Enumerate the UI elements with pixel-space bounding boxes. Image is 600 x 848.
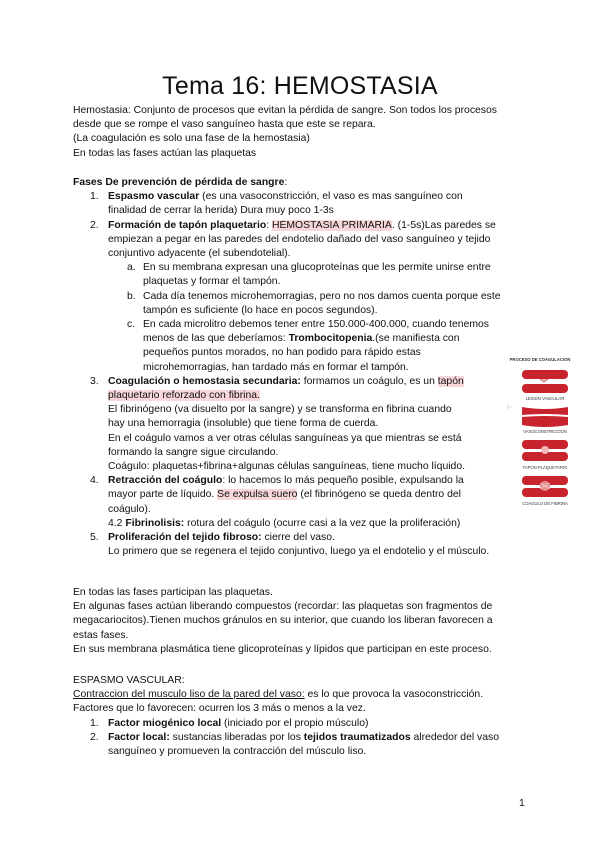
paragraph-line: En algunas fases actúan liberando compuestos (recordar: las plaquetas son fragmentos de [73, 601, 493, 613]
paragraph-line: En sus membrana plasmática tiene glicoproteínas y lípidos que participan en este proceso. [73, 643, 492, 655]
paragraph-line: Contraccion del musculo liso de la pared del vaso: es lo que provoca la vasoconstricción. [73, 689, 484, 701]
figure-title: PROCESO DE COAGULACION [509, 357, 571, 362]
vessel-platelet-plug [522, 440, 568, 461]
vessel-lesion [522, 370, 568, 393]
paragraph-line: En todas las fases participan las plaquetas. [73, 587, 273, 598]
figure-label: TAPON PLAQUETARIO [522, 465, 568, 470]
platelets-note: En todas las fases actúan las plaquetas [73, 147, 257, 159]
highlight: plaquetario reforzado con fibrina. [108, 390, 260, 402]
list-item: 2. Factor local: sustancias liberadas por los tejidos traumatizados alrededor del vaso sanguíneo y promueven la contracción del músculo liso. [90, 731, 499, 758]
paragraph-line: estas fases. [73, 629, 129, 641]
figure-label: LESION VASCULAR [525, 396, 565, 401]
list-item: b. Cada día tenemos microhemorragias, pero no nos damos cuenta porque este tampón es suficiente (lo hace en pocos segundos). [127, 290, 501, 316]
list-item: 2. Formación de tapón plaquetario: HEMOSTASIA PRIMARIA. (1-5s)Las paredes se empiezan a pegar en las paredes del endotelio dañado del vaso sanguíneo y tejido conjuntivo adyacente (el subendotelial). [90, 219, 496, 260]
list-item: a. En su membrana expresan una glucoproteínas que les permite unirse entre plaquetas y formar el tampón. [127, 262, 491, 288]
intro-section [73, 104, 528, 161]
coagulation-note: (La coagulación es solo una fase de la hemostasia) [73, 133, 310, 145]
section-heading: ESPASMO VASCULAR: [73, 675, 185, 686]
figure-label: VASOCONSTRICCION [523, 429, 567, 434]
figure-marker [508, 404, 512, 410]
factors-list [73, 717, 528, 760]
list-item: 5. Proliferación del tejido fibroso: cierre del vaso. Lo primero que se regenera el tejido conjuntivo, luego ya el endotelio y el músculo. [90, 532, 490, 558]
paragraph-line: Factores que lo favorecen: ocurren los 3 más o menos a la vez. [73, 703, 366, 715]
list-item: 1. Espasmo vascular (es una vasoconstricción, el vaso es mas sanguíneo con finalidad de cerrar la herida) Dura muy poco 1-3s [90, 191, 463, 217]
phases-list [73, 190, 528, 559]
page-title: Tema 16: HEMOSTASIA [162, 72, 438, 100]
highlight: Se expulsa suero [217, 489, 298, 501]
page-number: 1 [519, 798, 525, 809]
coagulation-process-figure [500, 354, 580, 514]
vascular-spasm-section [73, 674, 528, 759]
highlight: tapón [437, 375, 464, 387]
phases-section [73, 176, 528, 559]
phases-heading: Fases De prevención de pérdida de sangre: [73, 177, 288, 188]
list-item: 1. Factor miogénico local (iniciado por el propio músculo) [90, 717, 369, 729]
vessel-fibrin-clot [522, 476, 568, 497]
definition-line: Hemostasia: Conjunto de procesos que evitan la pérdida de sangre. Son todos los procesos [73, 105, 497, 116]
highlight: HEMOSTASIA PRIMARIA [271, 219, 392, 231]
definition-line: desde que se rompe el vaso sanguíneo hasta que este se repara. [73, 119, 376, 131]
figure-label: COAGULO DE FIBRINA [522, 501, 568, 506]
list-item: c. En cada microlitro debemos tener entre 150.000-400.000, cuando tenemos menos de las que deberíamos: Trombocitopenia.(se manifiesta con pequeños puntos morados, no han podido para rápido estas microhemorragias, han tardado más en formar el tampón. [127, 319, 489, 373]
vessel-vasoconstriction [522, 407, 568, 427]
list-item: 3. Coagulación o hemostasia secundaria: formamos un coágulo, es un tapón plaquetario reforzado con fibrina. El fibrinógeno (va disuelto por la sangre) y se transforma en fibrina cuando hay una hemorragia (insoluble) que tiene forma de cuerda. En el coágulo vamos a ver otras células sanguíneas ya que mientras se está formando la sangre sigue circulando. Coágulo: plaquetas+fibrina+algunas células sanguíneas, tiene mucho líquido. [90, 375, 465, 473]
platelets-section [73, 586, 528, 657]
list-item: 4. Retracción del coágulo: lo hacemos lo más pequeño posible, expulsando la mayor parte de líquido. Se expulsa suero (el fibrinógeno se queda dentro del coágulo). 4.2 Fibrinolisis: rotura del coágulo (ocurre casi a la vez que la proliferación) [90, 475, 464, 529]
paragraph-line: megacariocitos).Tienen muchos gránulos en su interior, que cuando los liberan favorecen a [73, 615, 493, 627]
